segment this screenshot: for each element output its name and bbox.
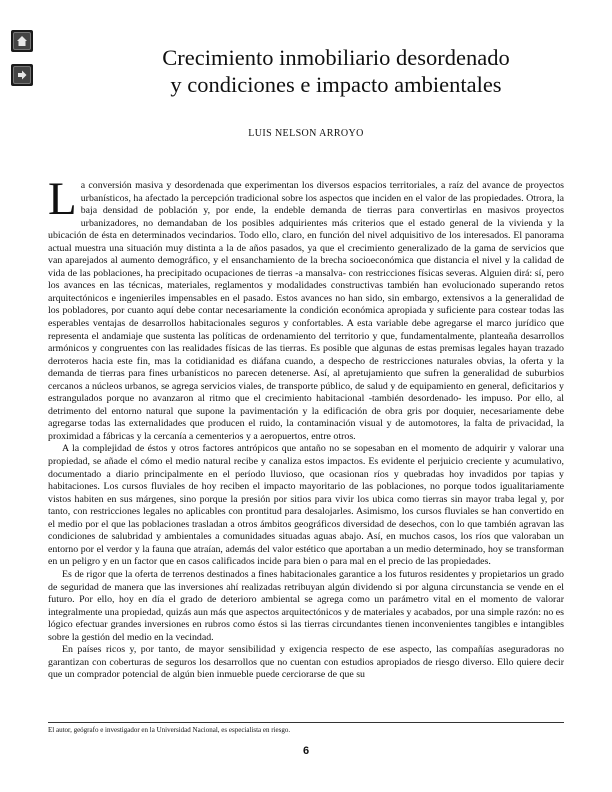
paragraph-3: Es de rigor que la oferta de terrenos destinados a fines habitacionales garantice a los futuros residentes y propietarios un grado de seguridad de manera que las inversiones ahí realizadas retribuyan algún dividendo si por alguna circunstancia se vende en el futuro. Por ello, hoy en día el grado de deterioro ambiental se agrega como un parámetro vital en el momento de valorar integralmente una propiedad, quizás aun más que aspectos arquitectónicos y de materiales y acabados, por una simple razón: no es lógico efectuar grandes inversiones en rubros como éstos si las tierras circundantes tienen inconvenientes tangibles e intangibles sobre la gestión del medio en la vecindad. <box>48 568 564 643</box>
article-title <box>60 44 612 98</box>
footnote-divider <box>48 722 564 723</box>
paragraph-4: En países ricos y, por tanto, de mayor sensibilidad y exigencia respecto de ese aspecto, las compañías aseguradoras no garantizan con coberturas de seguros los desarrollos que no cuentan con estudios apropiados de riesgo diverso. Ello quiere decir que un comprador potencial de algún bien inmueble puede cerciorarse de que su <box>48 644 564 681</box>
drop-cap: L <box>48 173 77 225</box>
home-button[interactable] <box>11 30 33 52</box>
article-body <box>48 173 564 682</box>
paragraph-1 <box>48 173 564 443</box>
title-line-1: Crecimiento inmobiliario desordenado <box>162 45 510 70</box>
paragraph-1-text: a conversión masiva y desordenada que experimentan los diversos espacios territoriales, a raíz del avance de proyectos urbanísticos, ha afectado la percepción tradicional sobre los aspectos que inciden en el valor de las propiedades. Otrora, la baja densidad de población y, por ende, la endeble demanda de tierras para convertirlas en masivos proyectos urbanizadores, no demandaban de los posibles adquirientes más criterios que el estado general de la vivienda y la ubicación de ésta en determinados vecindarios. Todo ello, claro, en función del nivel adquisitivo de los interesados. El panorama actual muestra una situación muy distinta a la de años pasados, ya que el crecimiento generalizado de la gama de servicios que van aparejados al aumento demográfico, y el ensanchamiento de la brecha socioeconómica que distancia el nivel y la calidad de vida de las poblaciones, ha precipitado ocupaciones de tierras -a mansalva- con restricciones físicas severas. Alguien dirá: sí, pero los avances en las técnicas, materiales, reglamentos y modalidades constructivas también han evolucionado superando retos arquitectónicos e ingenieriles impensables en el pasado. Estos avances no han sido, sin embargo, extensivos a la generalidad de los pobladores, por cuanto aquí debe contar necesariamente la condición económica apropiada y suficiente para costear todas las esperables ventajas de desarrollos habitacionales seguros y confortables. A esta variable debe agregarse el marco jurídico que representa el andamiaje que sustenta las políticas de ordenamiento del territorio y que, fundamentalmente, planteaña desarrollos armónicos y congruentes con las realidades físicas de las tierras. Es posible que algunas de estas premisas legales hayan trazado derroteros hacia este fin, mas la cotidianidad es diáfana cuando, a despecho de restricciones naturales obvias, la oferta y la demanda de tierras para fines urbanísticos no parecen detenerse. Así, al apretujamiento que sufren la generalidad de suburbios cercanos a núcleos urbanos, se agrega servicios viales, de transporte público, de salud y de equipamiento en general, deficitarios y estrangulados porque no avanzaron al ritmo que el crecimiento habitacional -también desordenado- les impuso. Por ello, al detrimento del entorno natural que supone la pavimentación y la edificación de obra gris por doquier, necesariamente debe agregarse todas las externalidades que producen el ruido, la contaminación visual y de automotores, la falta de privacidad, la proximidad a fábricas y la cercanía a cementerios y a aeropuertos, entre otros. <box>48 180 564 442</box>
page-number: 6 <box>302 745 310 757</box>
paragraph-2: A la complejidad de éstos y otros factores antrópicos que antaño no se sopesaban en el momento de adquirir y valorar una propiedad, se añade el cómo el medio natural recibe y canaliza estos impactos. Es evidente el perjuicio creciente y acumulativo, documentado a diario principalmente en el período lluvioso, que ocasionan ríos y quebradas hoy invadidos por tapias y habitaciones. Los cursos fluviales de hoy reciben el impacto mayoritario de las poblaciones, no porque todos igualitariamente vistos habiten en sus márgenes, sino porque la presión por sitios para vivir los ubica como tierras sin mayor traba legal y, por tanto, con restricciones legales no aplicables con prontitud para desalojarles. Asimismo, los cursos fluviales se han convertido en el medio por el que las poblaciones trasladan a otros ámbitos geográficos diversidad de desechos, con lo que también agravan las condiciones de salubridad y ambientales a comunidades situadas aguas abajo. Así, en muchos casos, los ríos que valoraban un entorno por el verdor y la fauna que atraían, además del valor estético que aportaban a un medio determinado, hoy se transforman en un peligro y en un factor que en casos calificados incide para bien o para mal en el precio de las propiedades. <box>48 443 564 568</box>
next-page-button[interactable] <box>11 64 33 86</box>
home-icon <box>13 32 31 50</box>
title-line-2: y condiciones e impacto ambientales <box>170 72 502 97</box>
author-byline: LUIS NELSON ARROYO <box>248 128 364 139</box>
next-arrow-icon <box>13 66 31 84</box>
footnote: El autor, geógrafo e investigador en la Universidad Nacional, es especialista en riesgo. <box>48 726 291 734</box>
